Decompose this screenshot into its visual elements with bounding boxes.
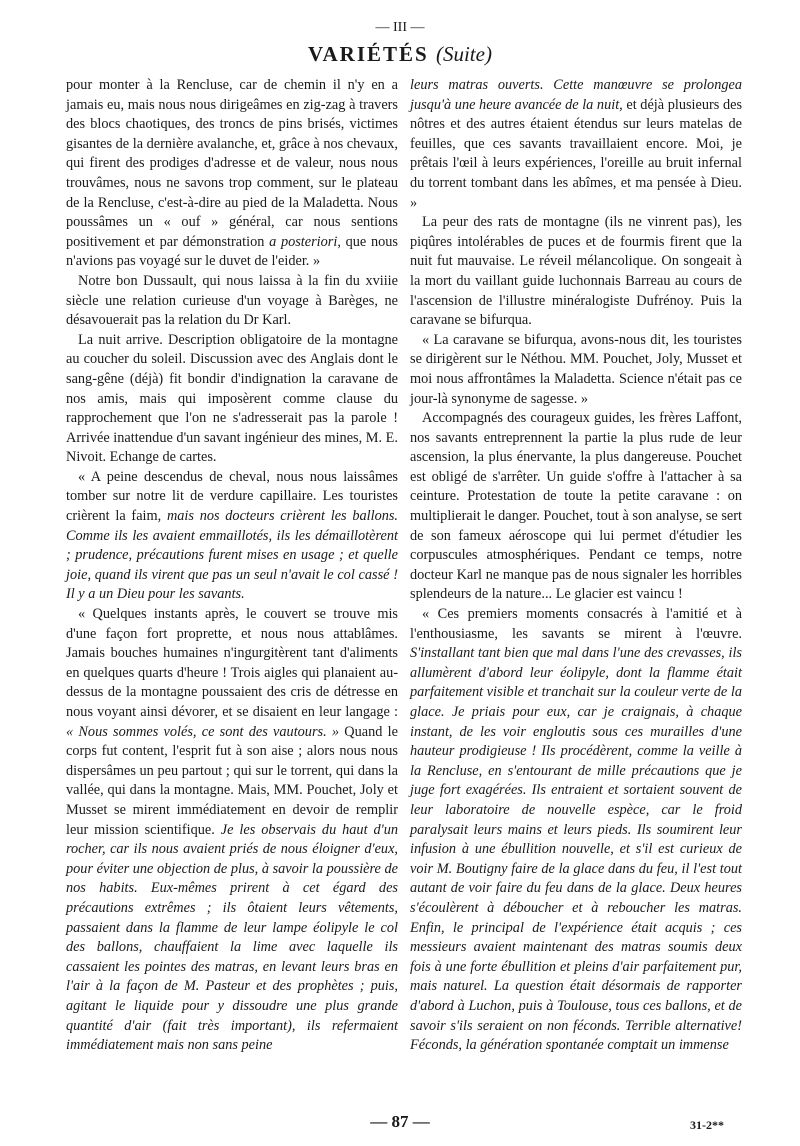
text-run: Accompagnés des courageux guides, les frères Laffont, nos savants entreprennent la partie la plus rude de leur ascension, la plus énervante, la plus dangereuse. Pouchet est obligé de s'arrêter. Un guide s'offre à l'attacher à sa ceinture. Protestation de toute la petite caravane : on multiplierait le danger. Pouchet, tout à son analyse, se sert de son fameux aéroscope qui lui permet d'étudier les corpuscules atmosphériques. Pendant ce temps, notre docteur Karl ne manque pas de nous signaler les horribles splendeurs de la nature... Le glacier est vaincu ! [410, 410, 742, 603]
paragraph [410, 605, 742, 1056]
right-column [410, 76, 742, 1056]
paragraph [66, 331, 398, 468]
text-run: « A peine descendus de cheval, nous nous laissâmes tomber sur notre lit de verdure capillaire. Les touristes crièrent la faim, [66, 468, 398, 525]
section-title-suite: (Suite) [435, 42, 492, 66]
left-column [66, 76, 398, 1056]
paragraph [66, 605, 398, 1056]
italic-text: a posteriori [269, 233, 338, 250]
text-run: « Quelques instants après, le couvert se trouve mis d'une façon fort proprette, et nous nous attablâmes. Jamais bouches humaines n'ingurgitèrent tant d'aliments en quelques quarts d'heure ! Trois aigles qui planaient au-dessus de la montagne poussaient des cris de détresse en nous voyant ainsi dévorer, et se disaient en leur langage : [66, 606, 398, 720]
section-title [0, 42, 800, 67]
italic-text: S'installant tant bien que mal dans l'une des crevasses, ils allumèrent d'abord leur éolipyle, dont la flamme était parfaitement visible et tranchait sur la couleur verte de la glace. Je priais pour eux, car je craignais, à chaque instant, de les voir engloutis sous ces murailles d'une hauteur prodigieuse ! Ils procédèrent, comme la veille à la Rencluse, en s'entourant de mille précautions que je juge fort exagérées. Ils entraient et sortaient souvent de leur laboratoire de nouvelle espèce, car le froid paralysait leurs mains et leurs pieds. Ils soumirent leur infusion à une ébullition nouvelle, et s'il est curieux de voir M. Boutigny faire de la glace dans du feu, il l'est tout autant de voir faire du feu dans de la glace. Deux heures s'écoulèrent à déboucher et à reboucher les matras. Enfin, le principal de l'expérience était acquis ; ces messieurs avaient maintenant des matras soumis deux fois à une forte ébullition et pleins d'air parfaitement pur, mais naturel. La question était désormais de rapporter d'abord à Luchon, puis à Toulouse, tous ces ballons, et de savoir s'ils seraient on non féconds. Terrible alternative! Féconds, la génération spontanée comptait un immense [410, 645, 742, 1054]
text-run: La peur des rats de montagne (ils ne vinrent pas), les piqûres intolérables de puces et de fourmis firent que la nuit fut mauvaise. Le réveil mélancolique. On songeait à la mort du vaillant guide luchonnais Barreau au cours de l'ascension de l'illustre minéralogiste Dufrénoy. Puis la caravane se bifurqua. [410, 214, 742, 329]
text-run: La nuit arrive. Description obligatoire de la montagne au coucher du soleil. Discussion avec des Anglais dont le sang-gêne (déjà) fit bondir d'indignation la caravane de nos amis, mais qui imposèrent comme clause du rapprochement que l'on ne s'adresserait pas la parole ! Arrivée inattendue d'un savant ingénieur des mines, M. E. Nivoit. Echange de cartes. [66, 331, 398, 466]
paragraph [66, 272, 398, 331]
italic-text: « Nous sommes volés, ce sont des vautours. » [66, 723, 340, 740]
page-number-bottom: — 87 — [370, 1112, 430, 1131]
paragraph [410, 331, 742, 409]
paragraph [410, 76, 742, 213]
text-run: « Ces premiers moments consacrés à l'amitié et à l'enthousiasme, les savants se mirent à l'œuvre. [410, 606, 742, 642]
text-run: Quand le corps fut content, l'esprit fut à son aise ; alors nous nous dispersâmes un peu partout ; qui sur le torrent, qui dans la vallée, qui dans la montagne. Mais, MM. Pouchet, Joly et Musset se mirent immédiatement en devoir de remplir leur mission scientifique. [66, 723, 398, 838]
italic-text: Je les observais du haut d'un rocher, car ils nous avaient priés de nous éloigner d'eux, pour éviter une objection de plus, à savoir la poussière de nos habits. Eux-mêmes prirent à cet égard des précautions extrêmes ; ils ôtaient leurs vêtements, passaient dans la flamme de leur lampe éolipyle le col des ballons, chauffaient la lime avec laquelle ils cassaient les pointes des matras, en levant leurs bras en l'air à la façon de M. Pasteur et des prophètes ; puis, agitant le liquide pour y dissoudre une plus grande quantité d'air (fait très important), ils refermaient immédiatement mais non sans peine [66, 821, 398, 1054]
text-run: et déjà plusieurs des nôtres et des autres étaient étendus sur leurs matelas de feuilles, que ces savants travaillaient encore. Moi, je prêtais l'œil à leurs expériences, l'oreille au bruit infernal du torrent tombant dans les abîmes, et ma pensée à Dieu. » [410, 96, 743, 211]
page-number-top: — III — [375, 20, 425, 35]
paragraph [410, 409, 742, 605]
italic-text: leurs matras ouverts. Cette manœuvre se prolongea jusqu'à une heure avancée de la nuit, [410, 77, 742, 113]
text-run: , que nous n'avions pas voyagé sur le duvet de l'eider. » [66, 233, 398, 270]
text-run: Notre bon Dussault, qui nous laissa à la fin du xviiie siècle une relation curieuse d'un voyage à Barèges, ne désavouerait pas la relation du Dr Karl. [66, 272, 398, 329]
text-run: pour monter à la Rencluse, car de chemin il n'y en a jamais eu, mais nous nous dirigeâmes en zig-zag à travers des blocs chaotiques, des troncs de pins brisés, victimes gisantes de la dernière avalanche, et, grâce à nos chevaux, qui firent des prodiges d'adresse et de valeur, nous nous trouvâmes, nous ne savons trop comment, sur le plateau de la Rencluse, c'est-à-dire au pied de la Maladetta. Nous poussâmes un « ouf » général, car nous sentions positivement et par démonstration [66, 77, 398, 250]
italic-text: mais nos docteurs crièrent les ballons. Comme ils les avaient emmaillotés, ils les démaillotèrent ; prudence, précautions furent mises en usage ; et quelle joie, quand ils virent que pas un seul n'avait le col cassé ! Il y a un Dieu pour les savants. [66, 508, 399, 603]
section-title-main: VARIÉTÉS [308, 42, 429, 66]
paragraph [66, 468, 398, 605]
text-run: « La caravane se bifurqua, avons-nous dit, les touristes se dirigèrent sur le Néthou. MM. Pouchet, Joly, Musset et moi nous affrontâmes la Maladetta. Science n'était pas ce jour-là synonyme de sagesse. » [410, 331, 742, 407]
paragraph [410, 213, 742, 331]
signature-code: 31-2** [690, 1118, 724, 1132]
paragraph [66, 76, 398, 272]
